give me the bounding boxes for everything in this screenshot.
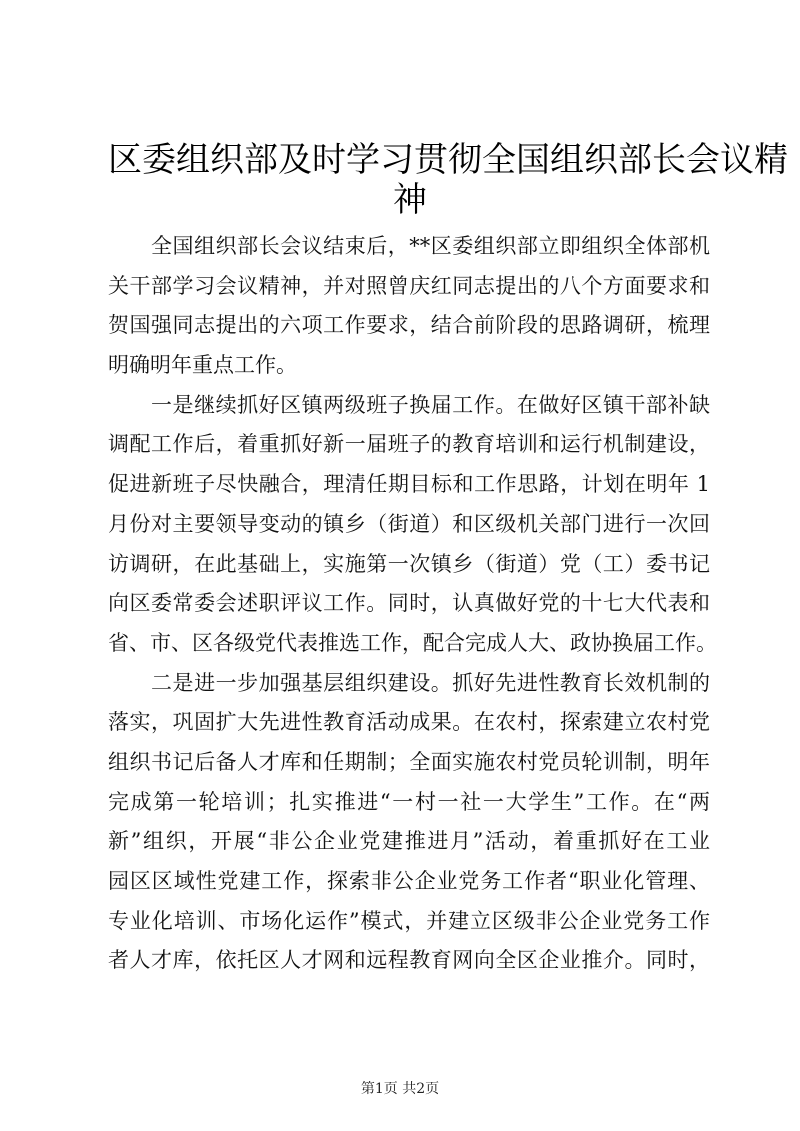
- title-line: 神: [393, 180, 427, 220]
- text-line: 向区委常委会述职评议工作。同时，认真做好党的十七大代表和: [108, 591, 710, 616]
- text-line: 促进新班子尽快融合，理清任期目标和工作思路，计划在明年 1: [108, 472, 710, 497]
- text-line: 组织书记后备人才库和任期制；全面实施农村党员轮训制，明年: [108, 749, 710, 774]
- text-line: 全国组织部长会议结束后，**区委组织部立即组织全体部机: [108, 234, 710, 258]
- text-line: 访调研，在此基础上，实施第一次镇乡（街道）党（工）委书记: [108, 551, 710, 576]
- text-line: 一是继续抓好区镇两级班子换届工作。在做好区镇干部补缺: [108, 392, 710, 417]
- paragraph-1: [108, 227, 710, 386]
- text-line: 专业化培训、市场化运作”模式，并建立区级非公企业党务工作: [108, 908, 710, 933]
- paragraph-2: [108, 386, 717, 664]
- text-line: 贺国强同志提出的六项工作要求，结合前阶段的思路调研，梳理: [108, 313, 710, 338]
- title-line: 区委组织部及时学习贯彻全国组织部长会议精: [108, 140, 788, 180]
- text-line: 完成第一轮培训；扎实推进“一村一社一大学生”工作。在“两: [108, 789, 710, 814]
- text-line: 园区区域性党建工作，探索非公企业党务工作者“职业化管理、: [108, 869, 710, 893]
- paragraph-3: [108, 664, 710, 982]
- document-title: [108, 140, 788, 220]
- text-line: 关干部学习会议精神，并对照曾庆红同志提出的八个方面要求和: [108, 273, 710, 298]
- text-line: 调配工作后，着重抓好新一届班子的教育培训和运行机制建设，: [108, 432, 710, 457]
- page-number: 第1页 共2页: [360, 1081, 440, 1097]
- text-line: 者人才库，依托区人才网和远程教育网向全区企业推介。同时，: [108, 948, 710, 973]
- text-line: 明确明年重点工作。: [108, 353, 297, 378]
- text-line: 新”组织，开展“非公企业党建推进月”活动，着重抓好在工业: [108, 829, 710, 854]
- text-line: 月份对主要领导变动的镇乡（街道）和区级机关部门进行一次回: [108, 511, 710, 536]
- text-line: 落实，巩固扩大先进性教育活动成果。在农村，探索建立农村党: [108, 710, 710, 735]
- text-line: 二是进一步加强基层组织建设。抓好先进性教育长效机制的: [108, 670, 710, 695]
- text-line: 省、市、区各级党代表推选工作，配合完成人大、政协换届工作。: [108, 630, 717, 655]
- document-body: [108, 227, 717, 981]
